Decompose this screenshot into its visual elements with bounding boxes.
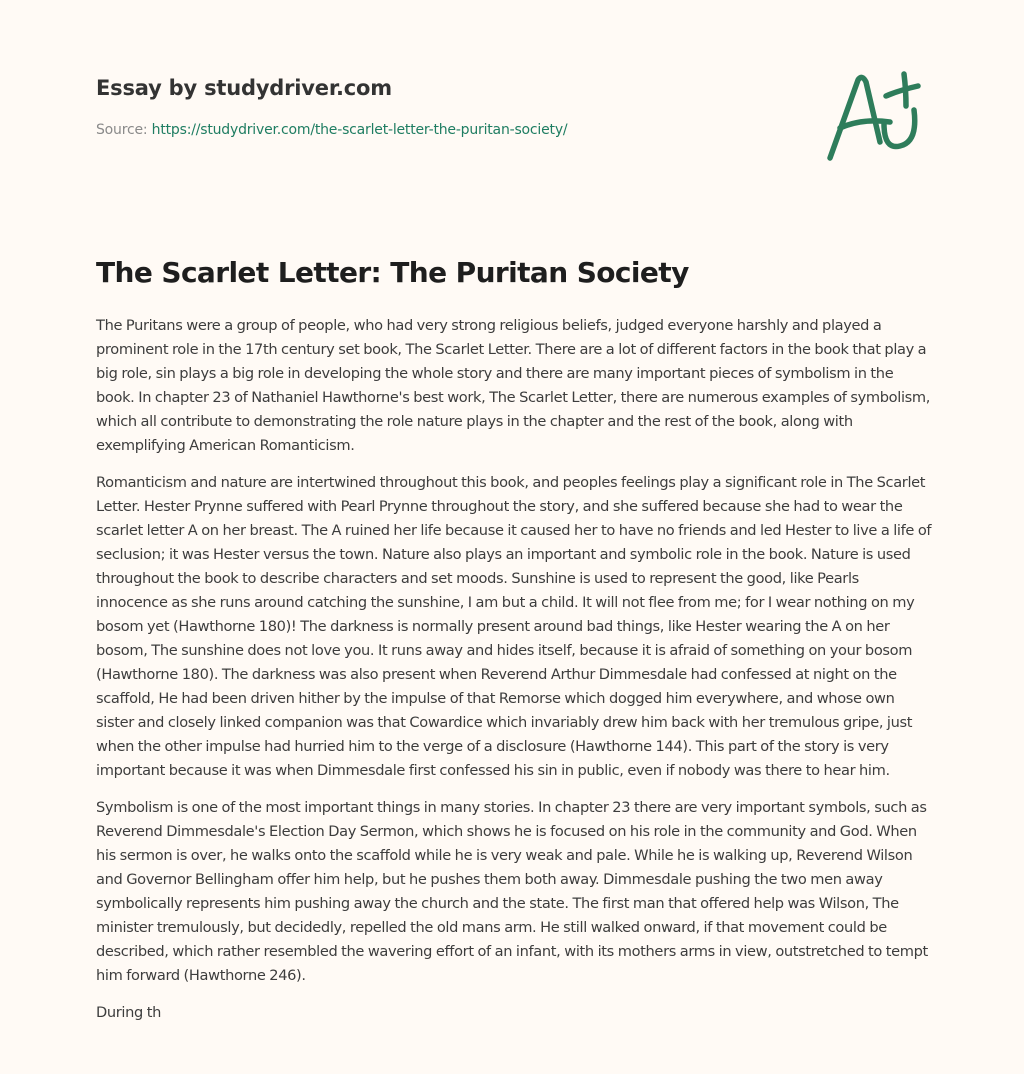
brand-title: Essay by studydriver.com	[96, 76, 392, 100]
paragraph: Symbolism is one of the most important things in many stories. In chapter 23 there are very important symbols, such as Reverend Dimmesdale's Election Day Sermon, which shows he is focused on his role in the community and God. When his sermon is over, he walks onto the scaffold while he is very weak and pale. While he is walking up, Reverend Wilson and Governor Bellingham offer him help, but he pushes them both away. Dimmesdale pushing the two men away symbolically represents him pushing away the church and the state. The first man that offered help was Wilson, The minister tremulously, but decidedly, repelled the old mans arm. He still walked onward, if that movement could be described, which rather resembled the wavering effort of an infant, with its mothers arms in view, outstretched to tempt him forward (Hawthorne 246).	[96, 799, 928, 984]
source-link[interactable]: https://studydriver.com/the-scarlet-letter-the-puritan-society/	[151, 122, 568, 138]
source-label: Source:	[96, 122, 152, 138]
source-line	[96, 122, 567, 138]
a-plus-grade-icon	[820, 66, 930, 166]
paragraph: Romanticism and nature are intertwined throughout this book, and peoples feelings play a significant role in The Scarlet Letter. Hester Prynne suffered with Pearl Prynne throughout the story, and she suffered because she had to wear the scarlet letter A on her breast. The A ruined her life because it caused her to have no friends and led Hester to live a life of seclusion; it was Hester versus the town. Nature also plays an important and symbolic role in the book. Nature is used throughout the book to describe characters and set moods. Sunshine is used to represent the good, like Pearls innocence as she runs around catching the sunshine, I am but a child. It will not flee from me; for I wear nothing on my bosom yet (Hawthorne 180)! The darkness is normally present around bad things, like Hester wearing the A on her bosom, The sunshine does not love you. It runs away and hides itself, because it is afraid of something on your bosom (Hawthorne 180). The darkness was also present when Reverend Arthur Dimmesdale had confessed at night on the scaffold, He had been driven hither by the impulse of that Remorse which dogged him everywhere, and whose own sister and closely linked companion was that Cowardice which invariably drew him back with her tremulous gripe, just when the other impulse had hurried him to the verge of a disclosure (Hawthorne 144). This part of the story is very important because it was when Dimmesdale first confessed his sin in public, even if nobody was there to hear him.	[96, 474, 932, 779]
paragraph: During th	[96, 1004, 162, 1021]
article-body	[96, 314, 932, 1038]
paragraph: The Puritans were a group of people, who had very strong religious beliefs, judged everyone harshly and played a prominent role in the 17th century set book, The Scarlet Letter. There are a lot of different factors in the book that play a big role, sin plays a big role in developing the whole story and there are many important pieces of symbolism in the book. In chapter 23 of Nathaniel Hawthorne's best work, The Scarlet Letter, there are numerous examples of symbolism, which all contribute to demonstrating the role nature plays in the chapter and the rest of the book, along with exemplifying American Romanticism.	[96, 317, 931, 454]
article-title: The Scarlet Letter: The Puritan Society	[96, 256, 689, 289]
page-header	[96, 76, 567, 138]
